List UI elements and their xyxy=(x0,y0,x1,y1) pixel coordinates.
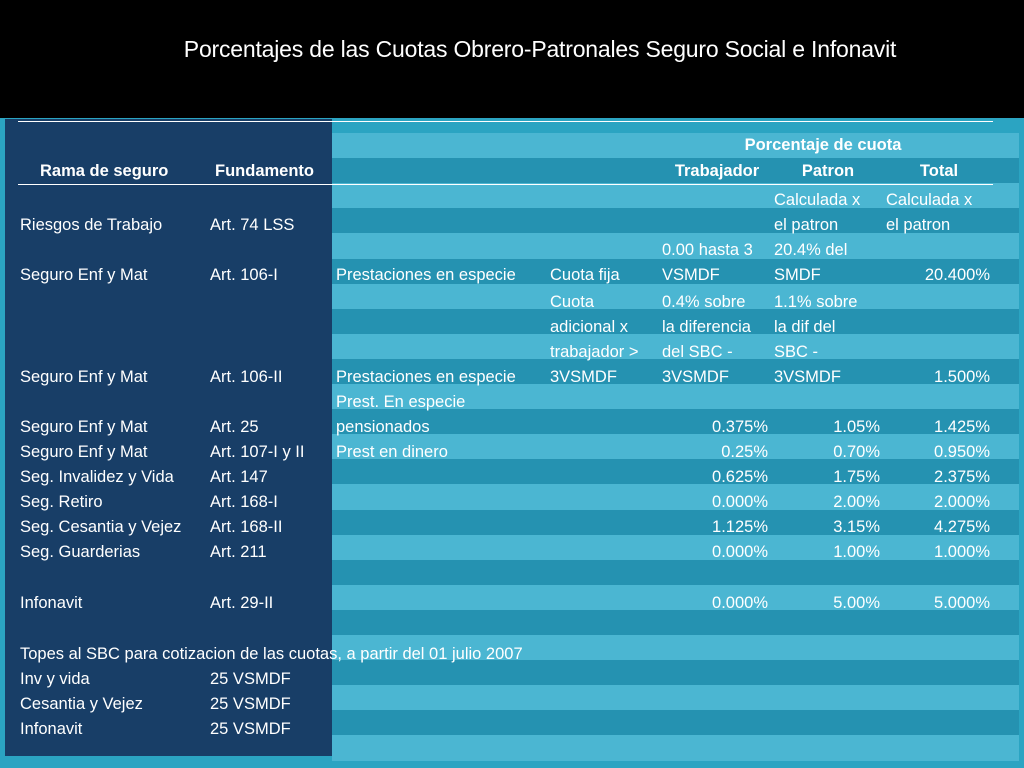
cell-trabajador: 0.000% xyxy=(712,543,768,561)
cell-trabajador: 0.625% xyxy=(712,468,768,486)
cell-fundamento: Art. 168-II xyxy=(210,518,283,536)
cell-fundamento: Art. 25 xyxy=(210,418,259,436)
topes-value: 25 VSMDF xyxy=(210,695,291,713)
cell-total: 20.400% xyxy=(924,266,990,284)
header-rama: Rama de seguro xyxy=(40,162,169,180)
topes-label: Infonavit xyxy=(20,720,83,738)
cell-fundamento: Art. 147 xyxy=(210,468,268,486)
cell-rama: Seg. Guarderias xyxy=(20,543,141,561)
cell-trabajador: VSMDF xyxy=(662,266,720,284)
cell-total: 2.000% xyxy=(934,493,990,511)
cell-trabajador: 0.000% xyxy=(712,594,768,612)
cell-total: el patron xyxy=(886,216,951,234)
cell-patron: Calculada x xyxy=(774,191,861,209)
cell-cuota: adicional x xyxy=(550,318,628,336)
cell-fundamento: Art. 107-I y II xyxy=(210,443,305,461)
cell-concepto: pensionados xyxy=(336,418,430,436)
cell-cuota: Cuota xyxy=(550,293,595,311)
cell-trabajador: 1.125% xyxy=(712,518,768,536)
cell-fundamento: Art. 74 LSS xyxy=(210,216,295,234)
cell-patron: 1.00% xyxy=(833,543,880,561)
cell-cuota: Cuota fija xyxy=(550,266,620,284)
header-group: Porcentaje de cuota xyxy=(744,136,902,154)
cell-patron: 1.75% xyxy=(833,468,880,486)
row-band xyxy=(332,685,1019,710)
cell-rama: Seg. Invalidez y Vida xyxy=(20,468,174,486)
cell-rama: Seg. Cesantia y Vejez xyxy=(20,518,182,536)
topes-label: Cesantia y Vejez xyxy=(20,695,143,713)
cell-concepto: Prest en dinero xyxy=(336,443,448,461)
cell-total: 2.375% xyxy=(934,468,990,486)
cell-total: 1.000% xyxy=(934,543,990,561)
cell-rama: Riesgos de Trabajo xyxy=(20,216,163,234)
cell-rama: Seguro Enf y Mat xyxy=(20,443,148,461)
cell-patron: la dif del xyxy=(774,318,836,336)
row-band xyxy=(332,735,1019,760)
cell-patron: el patron xyxy=(774,216,839,234)
cell-total: 0.950% xyxy=(934,443,990,461)
cell-total: 1.425% xyxy=(934,418,990,436)
cell-cuota: trabajador > xyxy=(550,343,639,361)
cell-patron: 1.05% xyxy=(833,418,880,436)
topes-value: 25 VSMDF xyxy=(210,720,291,738)
cell-trabajador: del SBC - xyxy=(662,343,733,361)
header-rule xyxy=(18,184,993,185)
cell-patron: SMDF xyxy=(774,266,821,284)
top-rule xyxy=(18,121,993,122)
cell-trabajador: 0.00 hasta 3 xyxy=(662,241,753,259)
cell-total: Calculada x xyxy=(886,191,973,209)
cell-rama: Infonavit xyxy=(20,594,83,612)
cell-total: 4.275% xyxy=(934,518,990,536)
page-title: Porcentajes de las Cuotas Obrero-Patronales Seguro Social e Infonavit xyxy=(183,36,897,62)
cell-concepto: Prestaciones en especie xyxy=(336,266,516,284)
cell-fundamento: Art. 168-I xyxy=(210,493,278,511)
cell-fundamento: Art. 211 xyxy=(210,543,267,561)
cell-fundamento: Art. 29-II xyxy=(210,594,274,612)
cell-cuota: 3VSMDF xyxy=(550,368,617,386)
cell-rama: Seguro Enf y Mat xyxy=(20,266,148,284)
cell-fundamento: Art. 106-I xyxy=(210,266,278,284)
topes-value: 25 VSMDF xyxy=(210,670,291,688)
cell-trabajador: 0.000% xyxy=(712,493,768,511)
row-band xyxy=(332,710,1019,735)
cell-rama: Seguro Enf y Mat xyxy=(20,418,148,436)
header-total: Total xyxy=(919,162,959,180)
cell-trabajador: 0.375% xyxy=(712,418,768,436)
title-bar xyxy=(0,0,1024,118)
topes-label: Inv y vida xyxy=(20,670,90,688)
cell-patron: 0.70% xyxy=(833,443,880,461)
topes-title: Topes al SBC para cotizacion de las cuotas, a partir del 01 julio 2007 xyxy=(20,645,523,663)
cell-concepto: Prest. En especie xyxy=(336,393,466,411)
cell-rama: Seg. Retiro xyxy=(20,493,103,511)
cell-trabajador: 0.4% sobre xyxy=(662,293,746,311)
cell-total: 1.500% xyxy=(934,368,990,386)
cell-trabajador: 3VSMDF xyxy=(662,368,729,386)
cell-patron: 5.00% xyxy=(833,594,880,612)
cell-total: 5.000% xyxy=(934,594,990,612)
cell-rama: Seguro Enf y Mat xyxy=(20,368,148,386)
cell-trabajador: 0.25% xyxy=(721,443,768,461)
cell-patron: 3.15% xyxy=(833,518,880,536)
header-fundamento: Fundamento xyxy=(215,162,314,180)
cell-patron: 3VSMDF xyxy=(774,368,841,386)
cell-trabajador: la diferencia xyxy=(662,318,751,336)
header-trabajador: Trabajador xyxy=(674,162,760,180)
cell-patron: 20.4% del xyxy=(774,241,848,259)
cell-patron: SBC - xyxy=(774,343,819,361)
cell-concepto: Prestaciones en especie xyxy=(336,368,516,386)
cell-patron: 1.1% sobre xyxy=(774,293,858,311)
header-patron: Patron xyxy=(801,162,855,180)
cell-fundamento: Art. 106-II xyxy=(210,368,283,386)
cell-patron: 2.00% xyxy=(833,493,880,511)
